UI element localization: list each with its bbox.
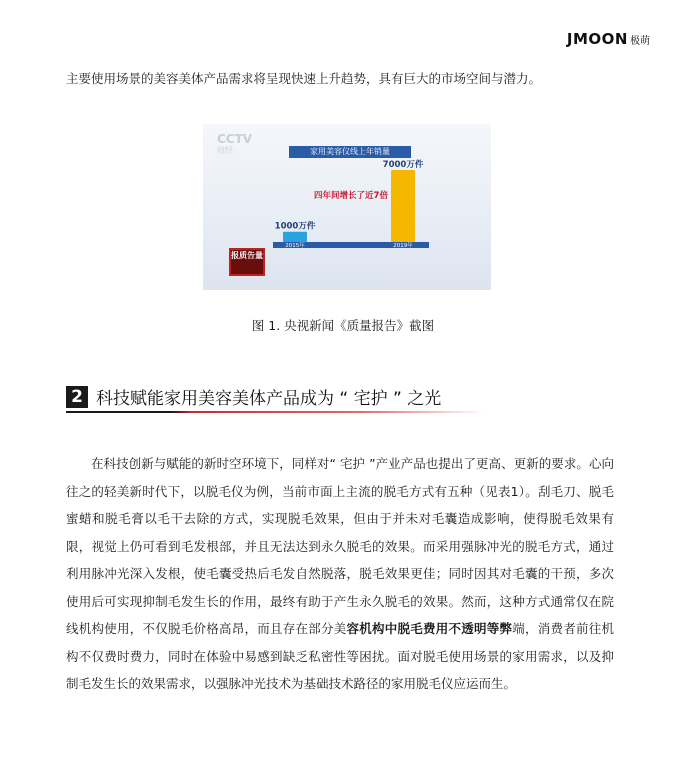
data-label: 7000万件 [382, 160, 424, 170]
brand-logo [567, 30, 650, 48]
bar-2019年 [391, 170, 415, 242]
broadcaster-logo [217, 134, 252, 156]
body-text-part-2: 端，消费者前往机构不仅费时费力，同时在体验中易感到缺乏私密性等困扰。面对脱毛使用场景的家用需求，以及抑制毛发生长的效果需求，以强脉冲光技术为基础技术路径的家用脱毛仪应运而生。 [66, 621, 614, 691]
figure-screenshot [203, 124, 491, 290]
section-number: 2 [66, 386, 88, 408]
broadcaster-name: CCTV [217, 132, 253, 146]
logo-chinese: 极萌 [630, 36, 650, 47]
data-label: 1000万件 [274, 221, 316, 232]
chart-annotation: 四年间增长了近7倍 [314, 191, 388, 201]
bar-2015年 [283, 232, 307, 242]
broadcaster-sub: 财经 [217, 146, 233, 155]
section-title: 科技赋能家用美容美体产品成为 “ 宅护 ” 之光 [96, 389, 442, 409]
section-heading [66, 384, 441, 409]
body-text [66, 450, 614, 698]
x-tick-label: 2015年 [285, 243, 305, 249]
intro-paragraph: 主要使用场景的美容美体产品需求将呈现快速上升趋势，具有巨大的市场空间与潜力。 [66, 71, 542, 86]
logo-text: JMOON [566, 30, 628, 48]
x-tick-label: 2019年 [393, 243, 413, 249]
report-badge: 报质告量 [229, 248, 265, 276]
figure-caption: 图 1. 央视新闻《质量报告》截图 [251, 318, 435, 333]
section-underline [66, 411, 486, 413]
body-text-part-1: 在科技创新与赋能的新时空环境下，同样对“ 宅护 ”产业产品也提出了更高、更新的要求。心向往之的轻美新时代下，以脱毛仪为例，当前市面上主流的脱毛方式有五种（见表1）。刮毛刀、脱毛蜜蜡和脱毛膏以毛干去除的方式，实现脱毛效果，但由于并未对毛囊造成影响，使得脱毛效果有限，视觉上仍可看到毛发根部，并且无法达到永久脱毛的效果。而采用强脉冲光的脱毛方式，通过利用脉冲光深入发根，使毛囊受热后毛发自然脱落，脱毛效果更佳；同时因其对毛囊的干预，多次使用后可实现抑制毛发生长的作用，最终有助于产生永久脱毛的效果。然而，这种方式通常仅在院线机构使用，不仅脱毛价格高昂，而且存在部分美 [66, 456, 614, 636]
body-paragraph [66, 450, 614, 698]
chart-title: 家用美容仪线上年销量 [289, 146, 411, 158]
body-text-bold: 容机构中脱毛费用不透明等弊 [346, 621, 513, 636]
